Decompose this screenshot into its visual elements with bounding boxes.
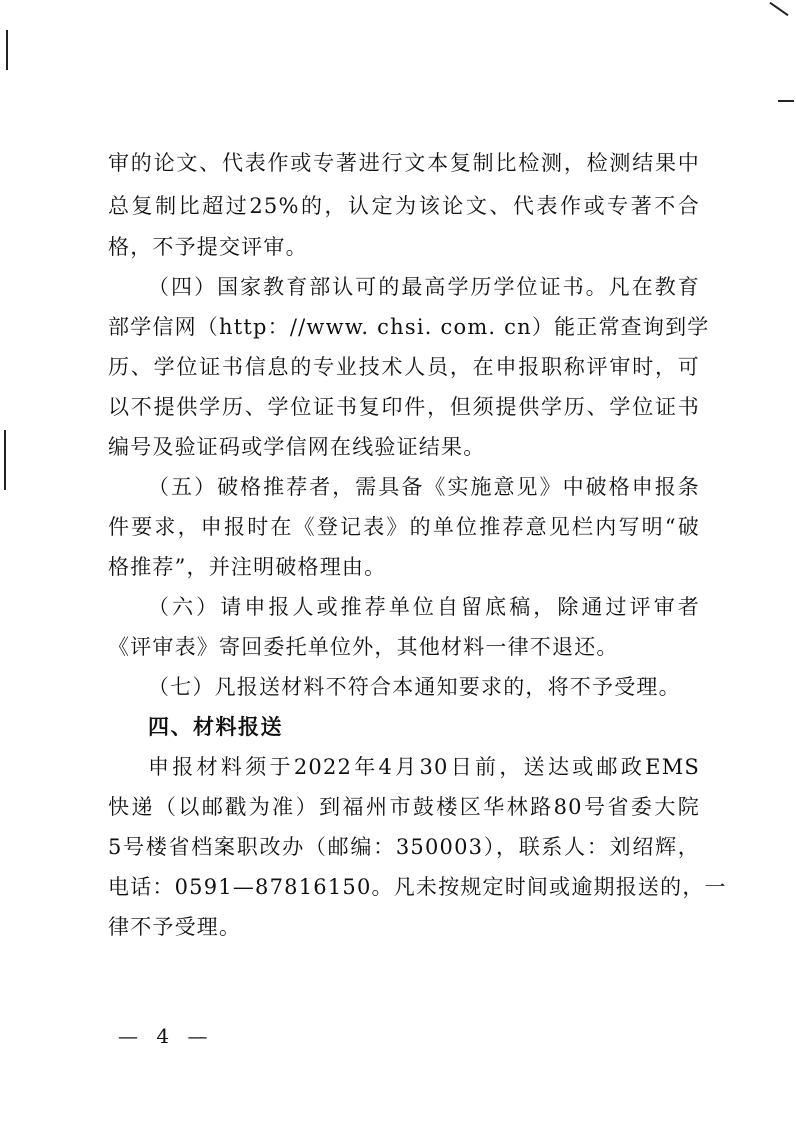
text-line-9: （五）破格推荐者，需具备《实施意见》中破格申报条	[148, 475, 700, 499]
text-line-3: 格，不予提交评审。	[108, 235, 308, 259]
text-line-15: 申报材料须于2022年4月30日前，送达或邮政EMS	[148, 755, 700, 779]
text-line-16: 快递（以邮戳为准）到福州市鼓楼区华林路80号省委大院	[108, 795, 700, 819]
text-line-10: 件要求，申报时在《登记表》的单位推荐意见栏内写明“破	[108, 515, 700, 539]
text-line-18: 电话：0591—87816150。凡未按规定时间或逾期报送的，一	[108, 875, 727, 899]
page-number: — 4 —	[118, 1024, 214, 1048]
text-line-5: 部学信网（http：//www. chsi. com. cn）能正常查询到学	[108, 315, 710, 339]
text-line-1: 审的论文、代表作或专著进行文本复制比检测，检测结果中	[108, 151, 700, 175]
text-line-6: 历、学位证书信息的专业技术人员，在申报职称评审时，可	[108, 355, 700, 379]
text-line-12: （六）请申报人或推荐单位自留底稿，除通过评审者	[148, 595, 700, 619]
scan-corner-mark	[769, 2, 788, 16]
text-line-13: 《评审表》寄回委托单位外，其他材料一律不退还。	[108, 635, 619, 659]
text-line-19: 律不予受理。	[108, 915, 242, 939]
text-line-11: 格推荐”，并注明破格理由。	[108, 555, 387, 579]
text-line-2: 总复制比超过25%的，认定为该论文、代表作或专著不合	[108, 194, 700, 218]
text-line-14: （七）凡报送材料不符合本通知要求的，将不予受理。	[148, 675, 681, 699]
section-heading-4: 四、材料报送	[148, 715, 283, 739]
text-line-7: 以不提供学历、学位证书复印件，但须提供学历、学位证书	[108, 395, 700, 419]
scan-edge-mark-right	[778, 100, 794, 102]
text-line-4: （四）国家教育部认可的最高学历学位证书。凡在教育	[148, 275, 700, 299]
text-line-8: 编号及验证码或学信网在线验证结果。	[108, 435, 486, 459]
text-line-17: 5号楼省档案职改办（邮编：350003），联系人：刘绍辉，	[108, 835, 700, 859]
scan-edge-mark-left-2	[4, 430, 6, 490]
scan-edge-mark-left	[6, 30, 8, 70]
